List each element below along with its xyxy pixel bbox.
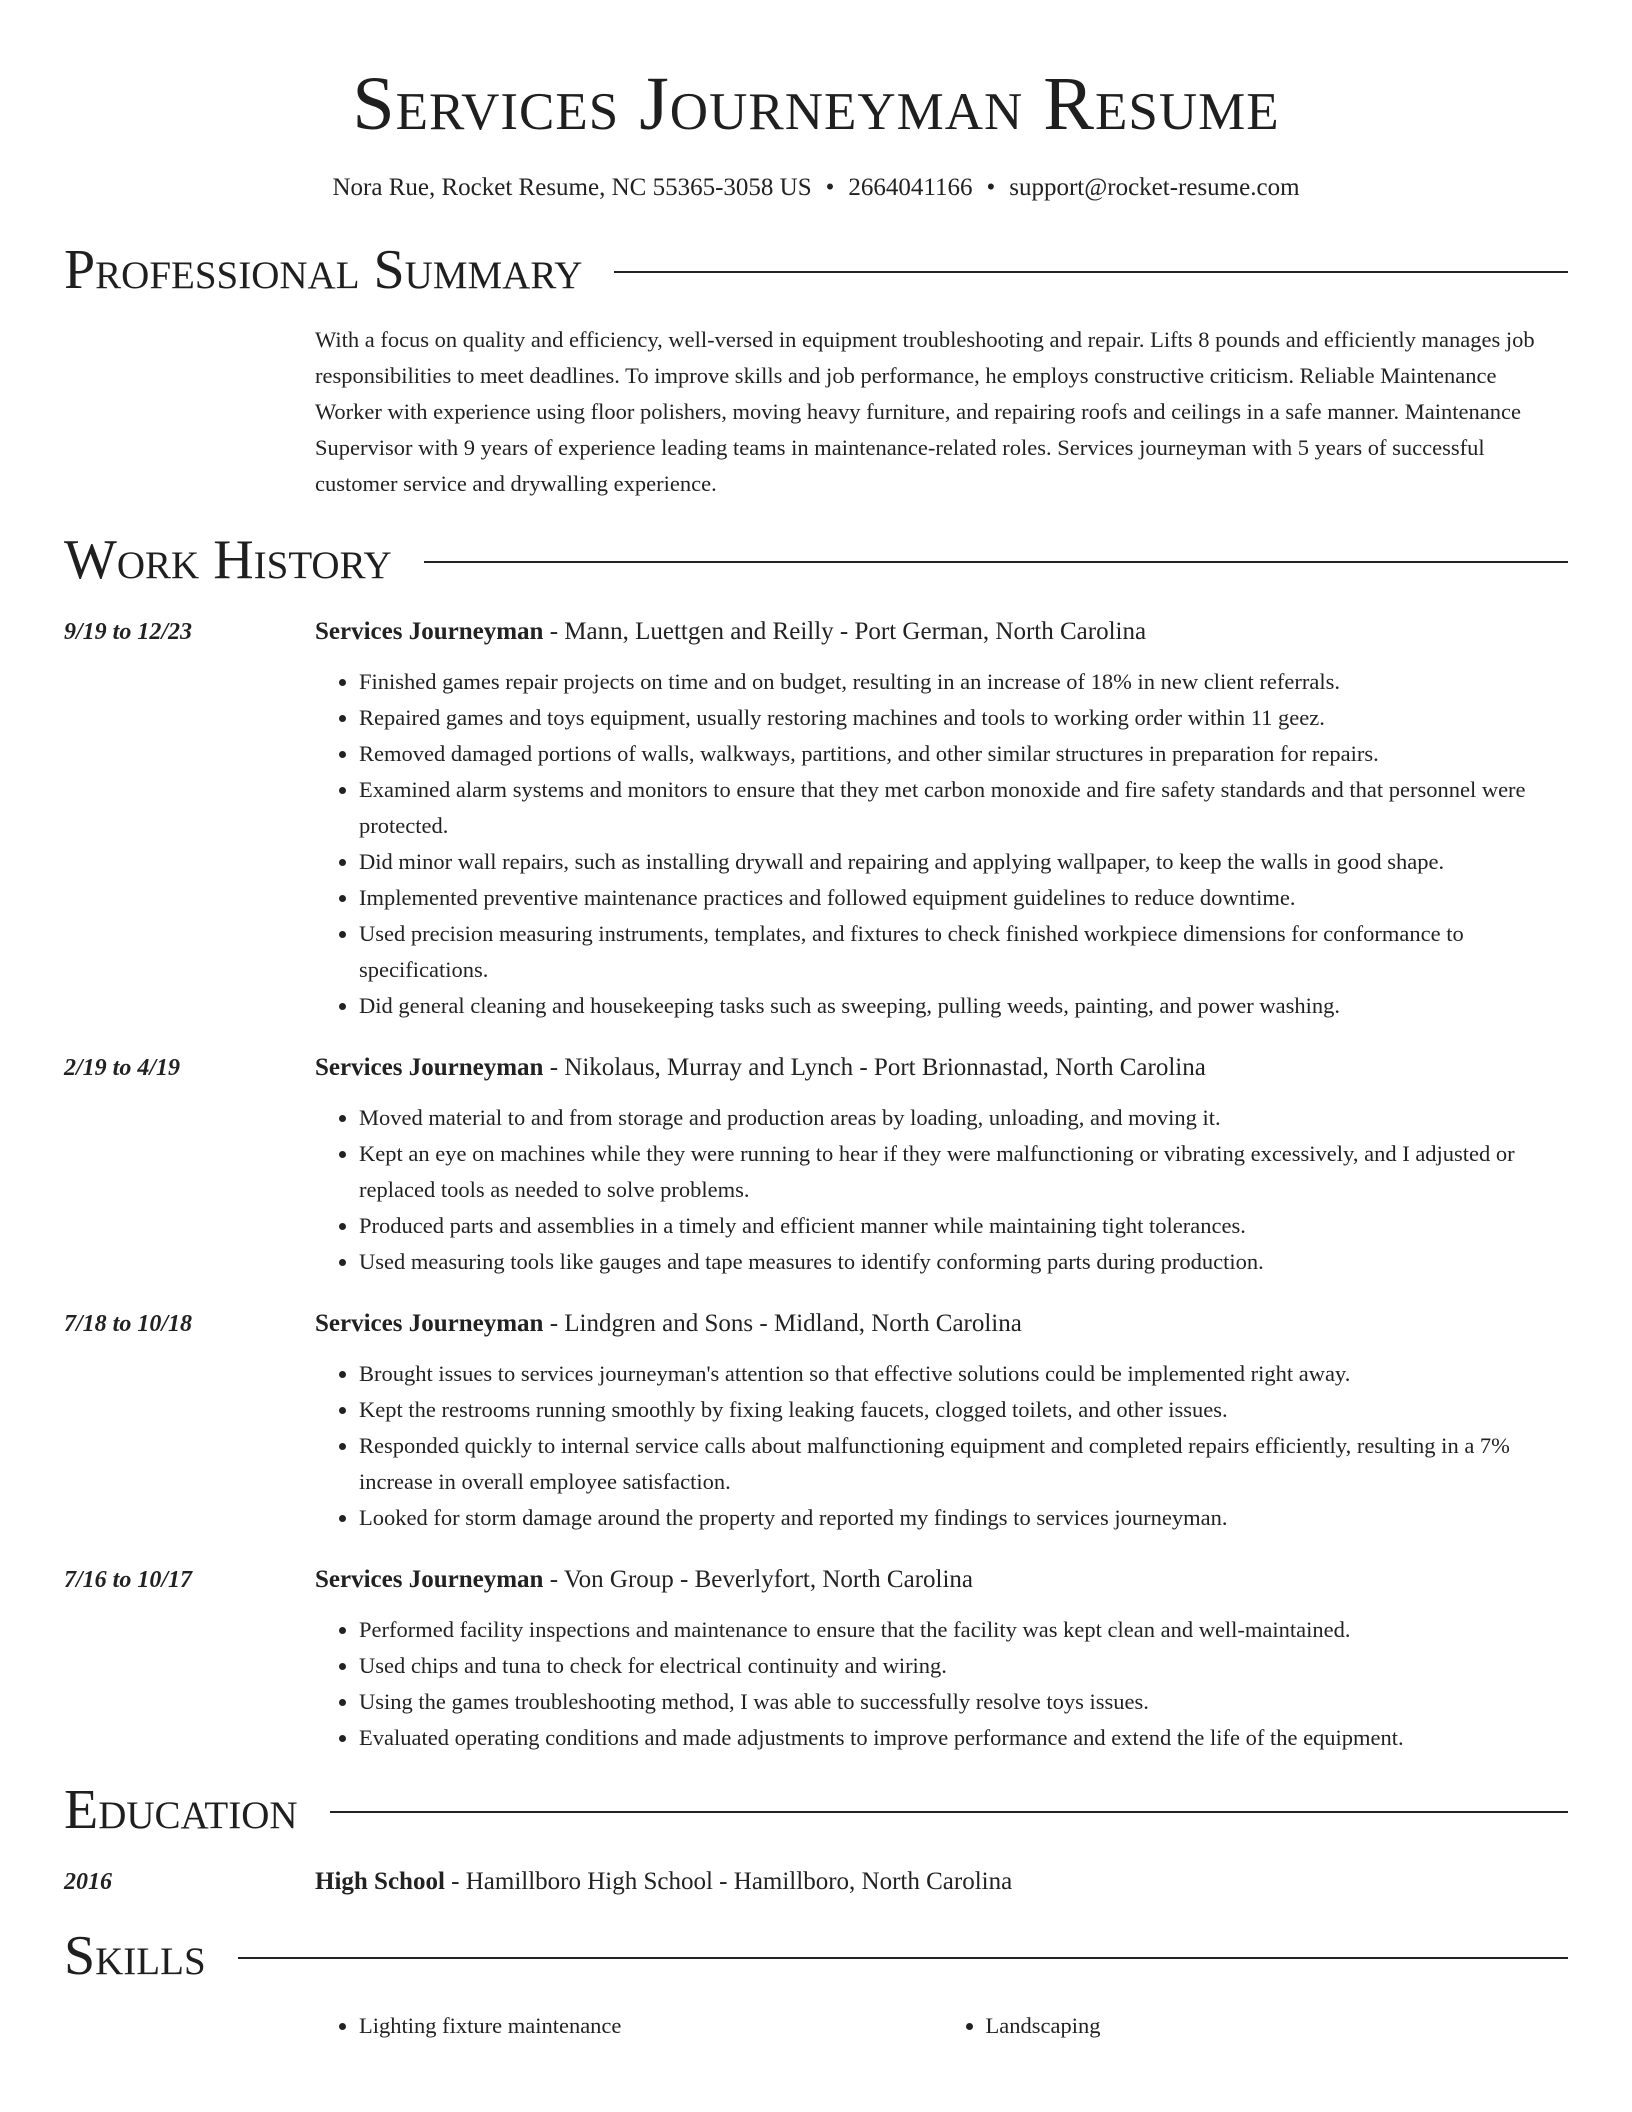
job-body	[315, 1048, 1568, 1280]
contact-phone: 2664041166	[848, 174, 973, 201]
job-entry	[64, 612, 1568, 1024]
job-entry	[64, 1560, 1568, 1756]
job-entry	[64, 1048, 1568, 1280]
education-degree: High School	[315, 1868, 445, 1895]
job-dates: 7/16 to 10/17	[64, 1567, 193, 1593]
job-bullet: • Kept an eye on machines while they were running to hear if they were malfunctioning or vibrating excessively, and I adjusted or replaced tools as needed to solve problems.	[359, 1136, 1568, 1208]
resume-title: Services Journeyman Resume	[352, 62, 1280, 146]
job-dates: 7/18 to 10/18	[64, 1311, 193, 1337]
job-heading	[315, 1560, 1568, 1600]
job-bullet: • Finished games repair projects on time and on budget, resulting in an increase of 18% in new client referrals.	[359, 664, 1568, 700]
summary-text: With a focus on quality and efficiency, well-versed in equipment troubleshooting and repair. Lifts 8 pounds and efficiently manages job responsibilities to meet deadlines. To improve skills and job performance, he employs constructive criticism. Reliable Maintenance Worker with experience using floor polishers, moving heavy furniture, and repairing roofs and ceilings in a safe manner. Maintenance Supervisor with 9 years of experience leading teams in maintenance-related roles. Services journeyman with 5 years of successful customer service and drywalling experience.	[315, 327, 1535, 496]
job-bullet: • Removed damaged portions of walls, walkways, partitions, and other similar structures in preparation for repairs.	[359, 736, 1568, 772]
contact-line	[64, 172, 1568, 204]
education-section-header	[64, 1780, 1568, 1840]
work-section-header	[64, 530, 1568, 590]
job-heading	[315, 1304, 1568, 1344]
resume-page	[64, 0, 1568, 2044]
section-divider	[238, 1957, 1568, 1959]
job-bullet: • Looked for storm damage around the property and reported my findings to services journeyman.	[359, 1500, 1568, 1536]
skills-column	[315, 2008, 942, 2044]
job-bullet: • Moved material to and from storage and production areas by loading, unloading, and moving it.	[359, 1100, 1568, 1136]
job-body	[315, 612, 1568, 1024]
job-entry	[64, 1304, 1568, 1536]
skills-list	[315, 2008, 1568, 2044]
skills-column	[942, 2008, 1569, 2044]
section-heading-education: Education	[64, 1779, 298, 1841]
job-employer-location: - Von Group - Beverlyfort, North Carolina	[543, 1566, 974, 1593]
job-dates: 2/19 to 4/19	[64, 1055, 181, 1081]
job-heading	[315, 1048, 1568, 1088]
job-dates: 9/19 to 12/23	[64, 619, 193, 645]
contact-separator: •	[986, 174, 996, 201]
job-employer-location: - Mann, Luettgen and Reilly - Port German, North Carolina	[543, 618, 1147, 645]
section-heading-summary: Professional Summary	[64, 239, 583, 301]
job-bullet: • Evaluated operating conditions and made adjustments to improve performance and extend the life of the equipment.	[359, 1720, 1568, 1756]
section-divider	[614, 271, 1568, 273]
job-bullet: • Used measuring tools like gauges and tape measures to identify conforming parts during production.	[359, 1244, 1568, 1280]
job-body	[315, 1304, 1568, 1536]
education-entry	[64, 1862, 1568, 1902]
job-title: Services Journeyman	[315, 1310, 544, 1337]
job-heading	[315, 612, 1568, 652]
job-bullet-list	[315, 1356, 1568, 1536]
education-school-location: - Hamillboro High School - Hamillboro, North Carolina	[444, 1868, 1013, 1895]
skill-item: • Lighting fixture maintenance	[359, 2008, 942, 2044]
job-bullet: • Kept the restrooms running smoothly by fixing leaking faucets, clogged toilets, and other issues.	[359, 1392, 1568, 1428]
skills-section-header	[64, 1926, 1568, 1986]
job-bullet: • Performed facility inspections and maintenance to ensure that the facility was kept clean and well-maintained.	[359, 1612, 1568, 1648]
job-employer-location: - Nikolaus, Murray and Lynch - Port Brionnastad, North Carolina	[543, 1054, 1206, 1081]
job-bullet: • Using the games troubleshooting method, I was able to successfully resolve toys issues.	[359, 1684, 1568, 1720]
job-bullet: • Responded quickly to internal service calls about malfunctioning equipment and completed repairs efficiently, resulting in a 7% increase in overall employee satisfaction.	[359, 1428, 1568, 1500]
job-bullet-list	[315, 1100, 1568, 1280]
contact-address: Nora Rue, Rocket Resume, NC 55365-3058 US	[332, 174, 812, 201]
job-bullet: • Produced parts and assemblies in a timely and efficient manner while maintaining tight tolerances.	[359, 1208, 1568, 1244]
education-body	[315, 1862, 1568, 1902]
education-list	[64, 1862, 1568, 1902]
job-bullet: • Used chips and tuna to check for electrical continuity and wiring.	[359, 1648, 1568, 1684]
summary-section-header	[64, 240, 1568, 300]
contact-separator: •	[825, 174, 835, 201]
job-bullet-list	[315, 1612, 1568, 1756]
job-bullet-list	[315, 664, 1568, 1024]
job-title: Services Journeyman	[315, 1566, 544, 1593]
job-employer-location: - Lindgren and Sons - Midland, North Carolina	[543, 1310, 1022, 1337]
work-history-list	[64, 612, 1568, 1756]
job-bullet: • Did general cleaning and housekeeping tasks such as sweeping, pulling weeds, painting, and power washing.	[359, 988, 1568, 1024]
job-bullet: • Used precision measuring instruments, templates, and fixtures to check finished workpiece dimensions for conformance to specifications.	[359, 916, 1568, 988]
skill-item: • Landscaping	[986, 2008, 1569, 2044]
job-bullet: • Implemented preventive maintenance practices and followed equipment guidelines to reduce downtime.	[359, 880, 1568, 916]
contact-email: support@rocket-resume.com	[1009, 174, 1300, 201]
job-title: Services Journeyman	[315, 618, 544, 645]
job-bullet: • Examined alarm systems and monitors to ensure that they met carbon monoxide and fire safety standards and that personnel were protected.	[359, 772, 1568, 844]
job-bullet: • Brought issues to services journeyman's attention so that effective solutions could be implemented right away.	[359, 1356, 1568, 1392]
section-divider	[330, 1811, 1568, 1813]
job-title: Services Journeyman	[315, 1054, 544, 1081]
section-heading-skills: Skills	[64, 1925, 206, 1987]
section-heading-work: Work History	[64, 529, 392, 591]
section-divider	[424, 561, 1568, 563]
education-year: 2016	[64, 1869, 112, 1895]
job-bullet: • Did minor wall repairs, such as installing drywall and repairing and applying wallpaper, to keep the walls in good shape.	[359, 844, 1568, 880]
job-bullet: • Repaired games and toys equipment, usually restoring machines and tools to working order within 11 geez.	[359, 700, 1568, 736]
job-body	[315, 1560, 1568, 1756]
